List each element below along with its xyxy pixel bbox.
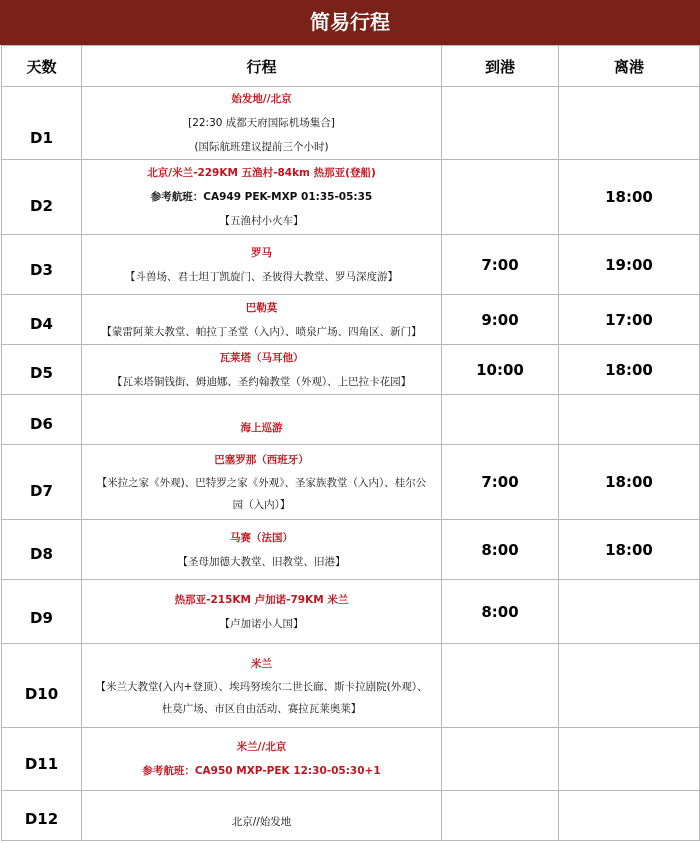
table-row — [2, 580, 700, 644]
arrive-cell: 10:00 — [442, 345, 559, 395]
route-cell — [82, 235, 442, 295]
depart-cell — [559, 87, 700, 160]
depart-cell — [559, 791, 700, 841]
route-title: 巴塞罗那（西班牙） — [214, 454, 309, 466]
route-title: 米兰//北京 — [236, 741, 287, 753]
depart-cell — [559, 580, 700, 644]
header-depart: 离港 — [559, 46, 700, 87]
table-row — [2, 395, 700, 445]
day-cell: D5 — [2, 345, 82, 395]
route-cell — [82, 445, 442, 520]
day-cell: D1 — [2, 87, 82, 160]
route-title: 北京/米兰-229KM 五渔村-84km 热那亚(登船) — [147, 167, 376, 179]
arrive-cell: 7:00 — [442, 235, 559, 295]
arrive-cell: 9:00 — [442, 295, 559, 345]
arrive-cell — [442, 644, 559, 728]
table-row — [2, 791, 700, 841]
arrive-cell — [442, 395, 559, 445]
route-title: 马赛（法国） — [230, 531, 293, 544]
route-detail: 【卢加诺小人国】 — [219, 617, 304, 630]
depart-cell — [559, 395, 700, 445]
route-cell — [82, 644, 442, 728]
table-row — [2, 235, 700, 295]
header-route: 行程 — [82, 46, 442, 87]
route-detail: 【米拉之家《外观)、巴特罗之家《外观》、圣家族教堂（入内）、桂尔公园（入内）】 — [96, 477, 427, 511]
page-title: 简易行程 — [0, 0, 700, 45]
table-row — [2, 345, 700, 395]
route-cell — [82, 345, 442, 395]
table-row — [2, 295, 700, 345]
table-row — [2, 160, 700, 235]
route-title: 热那亚-215KM 卢加诺-79KM 米兰 — [174, 593, 349, 606]
table-row — [2, 728, 700, 791]
depart-cell — [559, 644, 700, 728]
day-cell: D11 — [2, 728, 82, 791]
route-cell — [82, 87, 442, 160]
route-title: 罗马 — [251, 246, 272, 259]
flight-info: 参考航班：CA949 PEK-MXP 01:35-05:35 — [150, 191, 373, 203]
route-cell — [82, 160, 442, 235]
table-row — [2, 445, 700, 520]
header-arrive: 到港 — [442, 46, 559, 87]
flight-info: 参考航班：CA950 MXP-PEK 12:30-05:30+1 — [142, 765, 381, 777]
depart-cell — [559, 728, 700, 791]
route-cell — [82, 395, 442, 445]
day-cell: D2 — [2, 160, 82, 235]
route-title: 海上巡游 — [240, 421, 283, 434]
route-detail: 【五渔村小火车】 — [219, 215, 304, 227]
arrive-cell: 7:00 — [442, 445, 559, 520]
arrive-cell: 8:00 — [442, 580, 559, 644]
depart-cell: 18:00 — [559, 445, 700, 520]
route-cell — [82, 728, 442, 791]
route-title: 始发地//北京 — [231, 93, 292, 105]
route-title: 北京//始发地 — [231, 815, 292, 828]
route-cell — [82, 791, 442, 841]
route-cell — [82, 580, 442, 644]
table-row — [2, 644, 700, 728]
arrive-cell — [442, 160, 559, 235]
depart-cell: 18:00 — [559, 520, 700, 580]
route-detail: 【斗兽场、君士坦丁凯旋门、圣彼得大教堂、罗马深度游】 — [125, 270, 398, 283]
depart-cell: 19:00 — [559, 235, 700, 295]
day-cell: D7 — [2, 445, 82, 520]
arrive-cell — [442, 728, 559, 791]
arrive-cell — [442, 87, 559, 160]
depart-cell: 18:00 — [559, 160, 700, 235]
route-cell — [82, 520, 442, 580]
route-detail: (国际航班建议提前三个小时) — [194, 141, 329, 153]
route-cell — [82, 295, 442, 345]
table-row — [2, 87, 700, 160]
route-detail: 【圣母加德大教堂、旧教堂、旧港】 — [177, 555, 346, 568]
route-detail: 【蒙雷阿莱大教堂、帕拉丁圣堂（入内）、喷泉广场、四角区、新门】 — [101, 325, 422, 338]
day-cell: D6 — [2, 395, 82, 445]
day-cell: D10 — [2, 644, 82, 728]
route-detail: 【米兰大教堂(入内+登顶）、埃玛努埃尔二世长廊、斯卡拉剧院(外观）、杜莫广场、市区自由活动、赛拉瓦莱奥莱】 — [95, 680, 428, 715]
header-day: 天数 — [2, 46, 82, 87]
day-cell: D4 — [2, 295, 82, 345]
table-header-row — [2, 46, 700, 87]
table-row — [2, 520, 700, 580]
day-cell: D3 — [2, 235, 82, 295]
route-detail: [22:30 成都天府国际机场集合] — [188, 117, 335, 129]
arrive-cell — [442, 791, 559, 841]
day-cell: D8 — [2, 520, 82, 580]
route-title: 瓦莱塔（马耳他） — [219, 351, 304, 364]
depart-cell: 18:00 — [559, 345, 700, 395]
day-cell: D9 — [2, 580, 82, 644]
route-detail: 【瓦来塔铜钱街、姆迪娜、圣约翰教堂（外观）、上巴拉卡花园】 — [111, 375, 412, 388]
arrive-cell: 8:00 — [442, 520, 559, 580]
route-title: 米兰 — [251, 657, 272, 670]
depart-cell: 17:00 — [559, 295, 700, 345]
route-title: 巴勒莫 — [245, 301, 278, 314]
itinerary-table — [1, 45, 700, 841]
day-cell: D12 — [2, 791, 82, 841]
